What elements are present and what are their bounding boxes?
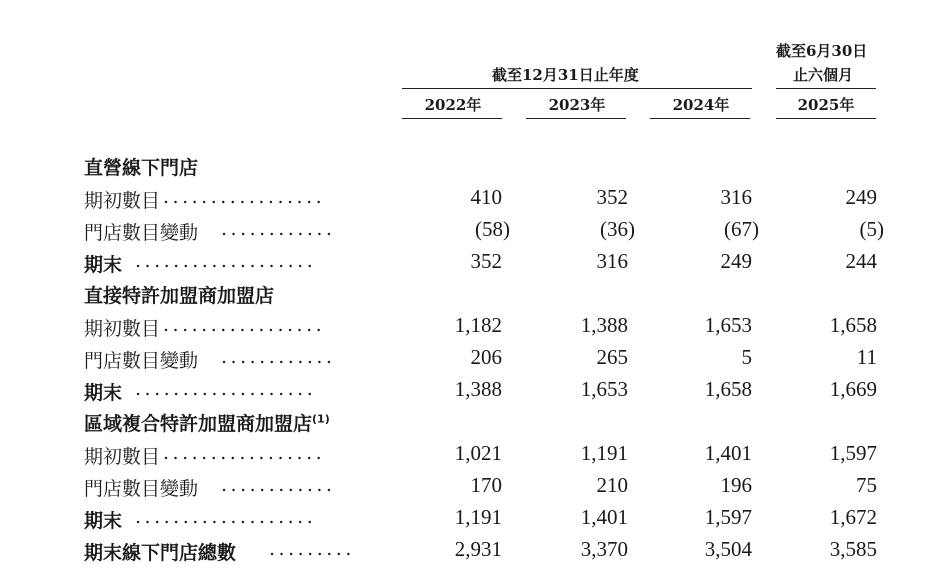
- total-row-label: 期末線下門店總數: [84, 542, 237, 564]
- table-cell: 1,191: [454, 505, 502, 529]
- year-end-period-header: 截至12月31日止年度: [492, 66, 639, 84]
- table-cell: 1,182: [454, 313, 502, 337]
- leader-dots: .........: [269, 538, 355, 560]
- row-label: 期末: [84, 510, 123, 532]
- table-cell: 1,401: [704, 441, 752, 465]
- year-underline-2024: [650, 118, 750, 119]
- six-month-period-header-line1: 截至6月30日: [776, 42, 868, 60]
- row-label: 期初數目: [84, 318, 161, 340]
- total-cell: 2,931: [454, 537, 502, 561]
- leader-dots: ............: [221, 346, 336, 368]
- table-cell: 1,191: [580, 441, 628, 465]
- total-cell: 3,370: [580, 537, 628, 561]
- total-cell: 3,585: [829, 537, 877, 561]
- year-underline-2025: [776, 118, 876, 119]
- table-cell: 316: [720, 185, 752, 209]
- year-end-header-rule: [402, 88, 752, 89]
- six-month-header-rule: [776, 88, 876, 89]
- table-cell: 206: [470, 345, 502, 369]
- table-cell: 1,388: [454, 377, 502, 401]
- table-cell: 1,672: [829, 505, 877, 529]
- leader-dots: .................: [163, 314, 326, 336]
- table-cell: 1,388: [580, 313, 628, 337]
- leader-dots: .................: [163, 442, 326, 464]
- table-cell: 1,597: [704, 505, 752, 529]
- leader-dots: ...................: [135, 250, 317, 272]
- table-cell: 244: [845, 249, 877, 273]
- leader-dots: ...................: [135, 506, 317, 528]
- table-cell: 1,658: [704, 377, 752, 401]
- year-header-2024: 2024年: [672, 96, 730, 114]
- section-title-regional-franchise: [84, 409, 330, 436]
- row-label: 門店數目變動: [84, 222, 199, 244]
- table-cell: (58): [475, 217, 510, 241]
- row-label: 門店數目變動: [84, 478, 199, 500]
- footnote-marker: (1): [312, 412, 330, 426]
- row-label: 期末: [84, 254, 123, 276]
- table-cell: 5: [741, 345, 752, 369]
- table-cell: 316: [596, 249, 628, 273]
- year-header-2023: 2023年: [548, 96, 606, 114]
- leader-dots: ...................: [135, 378, 317, 400]
- table-cell: 1,653: [580, 377, 628, 401]
- table-cell: 249: [720, 249, 752, 273]
- table-cell: 196: [720, 473, 752, 497]
- row-label: 門店數目變動: [84, 350, 199, 372]
- section-title-text: 區域複合特許加盟商加盟店: [84, 413, 313, 435]
- six-month-period-header-line2: 止六個月: [793, 66, 854, 84]
- table-cell: 170: [470, 473, 502, 497]
- leader-dots: ............: [221, 474, 336, 496]
- total-cell: 3,504: [704, 537, 752, 561]
- section-title-direct-stores: 直營線下門店: [84, 157, 199, 179]
- year-header-2022: 2022年: [424, 96, 482, 114]
- table-cell: 265: [596, 345, 628, 369]
- table-cell: 1,658: [829, 313, 877, 337]
- table-cell: 352: [596, 185, 628, 209]
- table-cell: 410: [470, 185, 502, 209]
- leader-dots: ............: [221, 218, 336, 240]
- row-label: 期初數目: [84, 190, 161, 212]
- table-cell: (67): [724, 217, 759, 241]
- section-title-direct-franchise: 直接特許加盟商加盟店: [84, 285, 275, 307]
- table-cell: (5): [859, 217, 884, 241]
- row-label: 期末: [84, 382, 123, 404]
- leader-dots: .................: [163, 186, 326, 208]
- year-underline-2022: [402, 118, 502, 119]
- table-cell: 11: [856, 345, 877, 369]
- row-label: 期初數目: [84, 446, 161, 468]
- table-cell: 1,597: [829, 441, 877, 465]
- table-cell: (36): [600, 217, 635, 241]
- table-cell: 1,669: [829, 377, 877, 401]
- table-cell: 352: [470, 249, 502, 273]
- table-cell: 210: [596, 473, 628, 497]
- table-cell: 1,653: [704, 313, 752, 337]
- table-cell: 1,401: [580, 505, 628, 529]
- year-header-2025: 2025年: [797, 96, 855, 114]
- year-underline-2023: [526, 118, 626, 119]
- table-cell: 1,021: [454, 441, 502, 465]
- table-cell: 75: [856, 473, 877, 497]
- table-cell: 249: [845, 185, 877, 209]
